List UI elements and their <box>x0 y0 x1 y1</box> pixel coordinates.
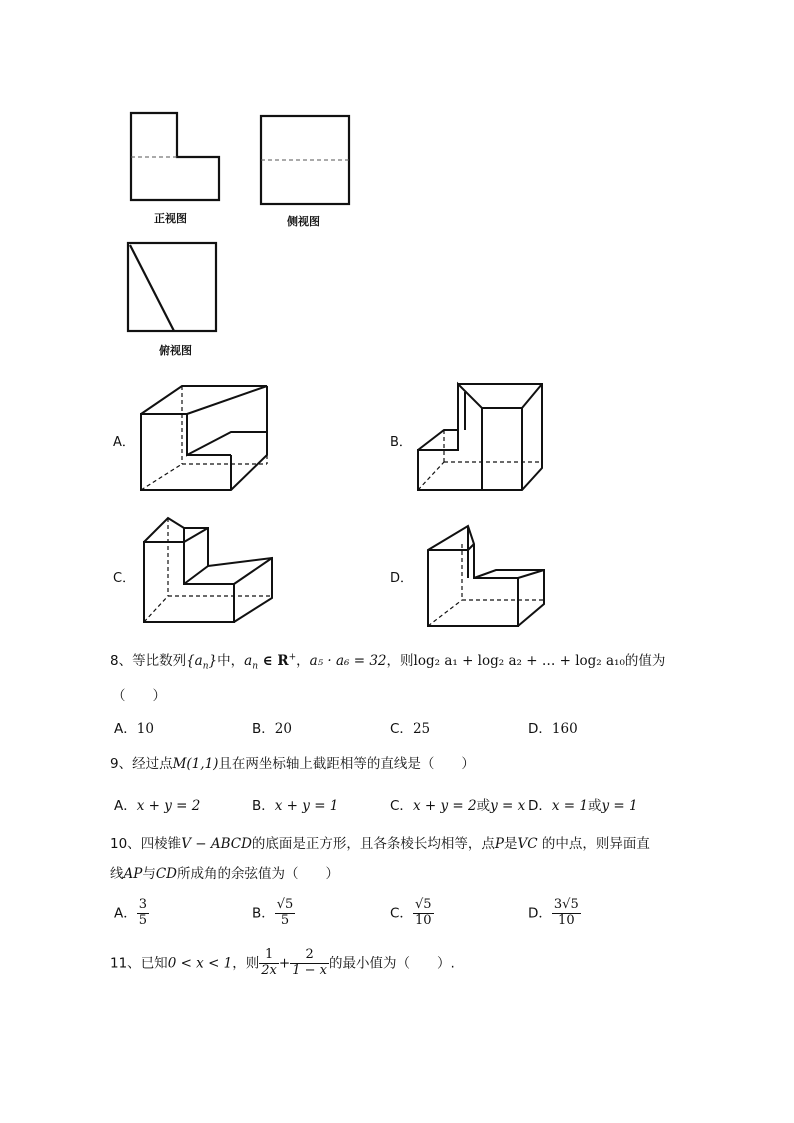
q8-sep: ， <box>296 653 310 669</box>
q8-option-b[interactable]: B．20 <box>252 721 292 737</box>
q10-option-b[interactable]: B． $\frac{√5}{5}$ <box>252 897 294 928</box>
q8-stem <box>110 649 665 672</box>
q7-option-d-figure[interactable] <box>422 520 552 632</box>
q9-option-c[interactable]: C．x + y = 2或y = x <box>390 798 526 814</box>
q7-option-c-label[interactable]: C． <box>113 571 136 586</box>
q7-option-a-label[interactable]: A． <box>113 435 135 450</box>
q8-option-a[interactable]: A．10 <box>114 721 154 737</box>
q9-option-a[interactable]: A．x + y = 2 <box>114 798 201 814</box>
q9-number: 9、 <box>110 756 133 772</box>
q10-option-a[interactable]: A． $\frac{3}{5}$ <box>114 897 148 928</box>
q8-number: 8、 <box>110 653 133 669</box>
q8-text1: 等比数列 <box>132 653 187 669</box>
q7-option-b-label[interactable]: B． <box>390 435 412 450</box>
q8-cond2: a₅ · a₆ = 32 <box>309 653 387 669</box>
q11-stem: 11、已知0 < x < 1，则 $\frac{1}{2x}$ + $\frac{2}{1 - x}$ 的最小值为（ ）. <box>110 947 455 978</box>
q8-paren: （ ） <box>112 688 166 704</box>
q7-option-d-label[interactable]: D． <box>390 571 414 586</box>
q10-number: 10、 <box>110 836 141 852</box>
q7-option-a-figure[interactable] <box>135 380 275 500</box>
q8-option-c[interactable]: C．25 <box>390 721 431 737</box>
q8-seq: $\{a_n\}$ <box>186 653 218 672</box>
q10-stem-line2: 线AP与CD所成角的余弦值为（ ） <box>110 866 339 882</box>
front-view-figure <box>125 108 225 208</box>
q8-text4: 的值为 <box>624 653 666 669</box>
front-view-label: 正视图 <box>154 212 187 225</box>
q9-point: M(1,1) <box>172 756 219 772</box>
q11-number: 11、 <box>110 955 141 972</box>
q7-option-b-figure[interactable] <box>410 378 550 498</box>
q9-stem: 9、经过点M(1,1)且在两坐标轴上截距相等的直线是（ ） <box>110 756 475 772</box>
q9-option-b[interactable]: B．x + y = 1 <box>252 798 339 814</box>
q10-stem-line1: 10、四棱锥V − ABCD的底面是正方形，且各条棱长均相等，点P是VC 的中点，则异面直 <box>110 836 650 852</box>
side-view-figure <box>257 112 357 212</box>
side-view-label: 侧视图 <box>287 215 320 228</box>
q8-expr: log₂ a₁ + log₂ a₂ + … + log₂ a₁₀ <box>413 653 625 669</box>
top-view-figure <box>124 238 224 338</box>
q8-text2: 中， <box>217 653 245 669</box>
q8-option-d[interactable]: D．160 <box>528 721 578 737</box>
q8-cond1: $a_n$ ∈ R+ <box>244 652 297 672</box>
q9-option-d[interactable]: D．x = 1或y = 1 <box>528 798 638 814</box>
q10-option-d[interactable]: D． $\frac{3√5}{10}$ <box>528 897 579 928</box>
q10-option-c[interactable]: C． $\frac{√5}{10}$ <box>390 897 432 928</box>
q8-text3: ，则 <box>386 653 414 669</box>
q7-option-c-figure[interactable] <box>138 512 283 632</box>
top-view-label: 俯视图 <box>159 344 192 357</box>
